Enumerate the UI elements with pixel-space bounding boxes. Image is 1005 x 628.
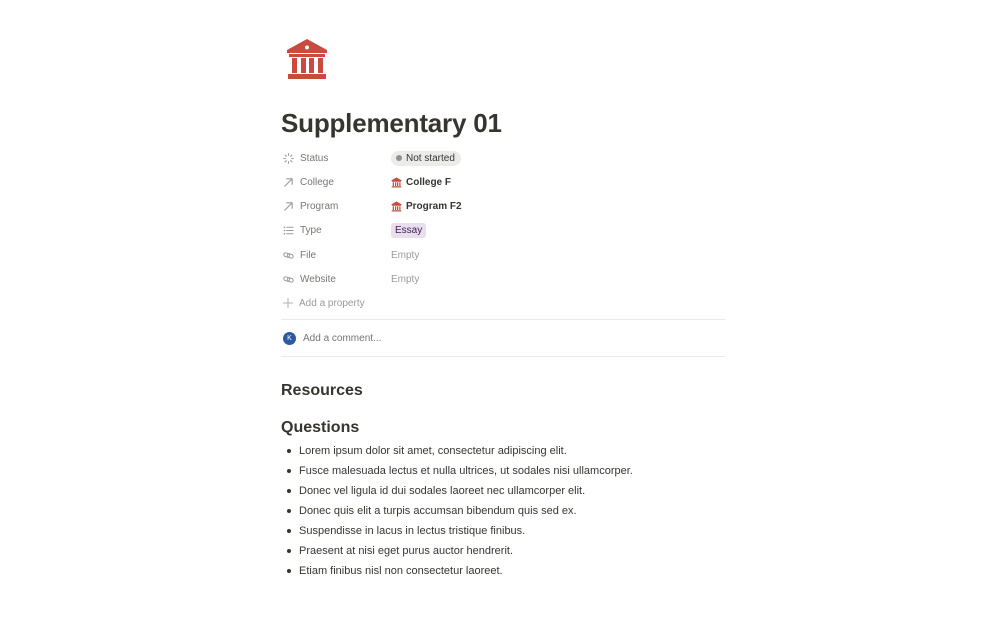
bank-building-icon bbox=[391, 177, 402, 188]
property-type[interactable] bbox=[281, 218, 725, 242]
questions-heading[interactable]: Questions bbox=[281, 419, 360, 436]
property-program[interactable] bbox=[281, 194, 725, 218]
relation-link-program[interactable]: Program F2 bbox=[391, 201, 462, 212]
property-website[interactable] bbox=[281, 267, 725, 291]
arrow-up-right-icon bbox=[283, 177, 294, 188]
empty-value[interactable]: Empty bbox=[391, 249, 420, 261]
property-status[interactable] bbox=[281, 146, 725, 170]
list-icon bbox=[283, 225, 294, 236]
property-label: College bbox=[300, 176, 334, 188]
list-item[interactable]: Etiam finibus nisl non consectetur laoreet. bbox=[281, 561, 725, 581]
property-label: Website bbox=[300, 273, 336, 285]
type-tag[interactable]: Essay bbox=[391, 223, 426, 238]
status-spinner-icon bbox=[283, 153, 294, 164]
resources-heading[interactable]: Resources bbox=[281, 382, 363, 399]
avatar: K bbox=[283, 332, 296, 345]
list-item[interactable]: Lorem ipsum dolor sit amet, consectetur adipiscing elit. bbox=[281, 441, 725, 461]
property-file[interactable] bbox=[281, 243, 725, 267]
bank-building-icon[interactable] bbox=[285, 38, 329, 80]
property-label: Status bbox=[300, 152, 329, 164]
property-label: Type bbox=[300, 224, 322, 236]
list-item[interactable]: Suspendisse in lacus in lectus tristique finibus. bbox=[281, 521, 725, 541]
list-item[interactable]: Donec quis elit a turpis accumsan bibendum quis sed ex. bbox=[281, 501, 725, 521]
relation-link-college[interactable]: College F bbox=[391, 177, 451, 188]
list-item[interactable]: Donec vel ligula id dui sodales laoreet nec ullamcorper elit. bbox=[281, 481, 725, 501]
list-item[interactable]: Fusce malesuada lectus et nulla ultrices, ut sodales nisi ullamcorper. bbox=[281, 461, 725, 481]
questions-list bbox=[281, 441, 725, 581]
status-dot-icon bbox=[396, 155, 402, 161]
comment-input[interactable] bbox=[303, 333, 603, 344]
property-label: Program bbox=[300, 200, 339, 212]
empty-value[interactable]: Empty bbox=[391, 273, 420, 285]
status-badge[interactable]: Not started bbox=[391, 151, 461, 166]
divider bbox=[281, 356, 725, 357]
link-icon bbox=[283, 250, 294, 261]
comment-bar[interactable] bbox=[283, 331, 603, 345]
arrow-up-right-icon bbox=[283, 201, 294, 212]
list-item[interactable]: Praesent at nisi eget purus auctor hendrerit. bbox=[281, 541, 725, 561]
link-icon bbox=[283, 274, 294, 285]
page-title[interactable]: Supplementary 01 bbox=[281, 108, 502, 138]
property-college[interactable] bbox=[281, 170, 725, 194]
divider bbox=[281, 319, 725, 320]
property-label: File bbox=[300, 249, 317, 261]
plus-icon bbox=[283, 298, 293, 308]
bank-building-icon bbox=[391, 201, 402, 212]
add-property-button[interactable]: Add a property bbox=[283, 296, 365, 310]
